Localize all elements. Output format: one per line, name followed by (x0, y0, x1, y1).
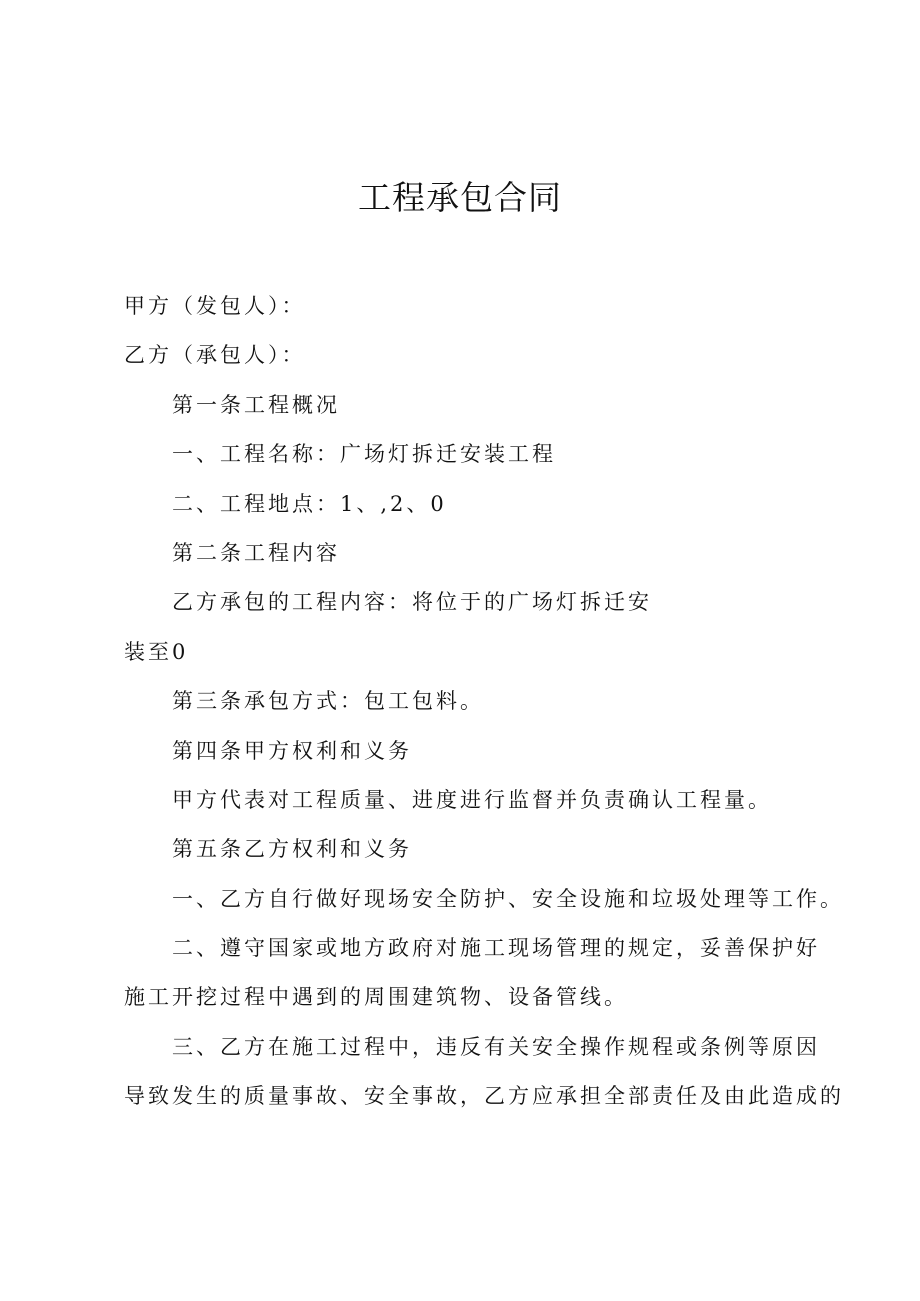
contract-body (124, 282, 844, 1122)
party-b-duty-2-line: 二、遵守国家或地方政府对施工现场管理的规定，妥善保护好 (172, 936, 820, 961)
contract-title: 工程承包合同 (358, 178, 562, 217)
party-b-duty-3-continuation: 导致发生的质量事故、安全事故，乙方应承担全部责任及由此造成的 (124, 1084, 844, 1109)
party-b-duty-2-continuation: 施工开挖过程中遇到的周围建筑物、设备管线。 (124, 985, 628, 1010)
project-location-line: 二、工程地点：1、,2、0 (172, 491, 447, 516)
party-b-duty-3-line: 三、乙方在施工过程中，违反有关安全操作规程或条例等原因 (172, 1034, 820, 1059)
article-5-heading: 第五条乙方权利和义务 (172, 837, 412, 862)
article-4-heading: 第四条甲方权利和义务 (172, 738, 412, 763)
article-3-line: 第三条承包方式：包工包料。 (172, 689, 484, 714)
party-a-line: 甲方（发包人）： (124, 294, 306, 318)
scope-continuation-line: 装至0 (124, 639, 189, 664)
article-2-heading: 第二条工程内容 (172, 540, 340, 565)
project-name-line: 一、工程名称：广场灯拆迁安装工程 (172, 442, 556, 467)
party-a-duty-line: 甲方代表对工程质量、进度进行监督并负责确认工程量。 (172, 787, 772, 812)
party-b-line: 乙方（承包人）： (124, 343, 306, 368)
party-b-duty-1-line: 一、乙方自行做好现场安全防护、安全设施和垃圾处理等工作。 (172, 886, 844, 911)
scope-line: 乙方承包的工程内容：将位于的广场灯拆迁安 (172, 590, 652, 615)
article-1-heading: 第一条工程概况 (172, 392, 340, 417)
